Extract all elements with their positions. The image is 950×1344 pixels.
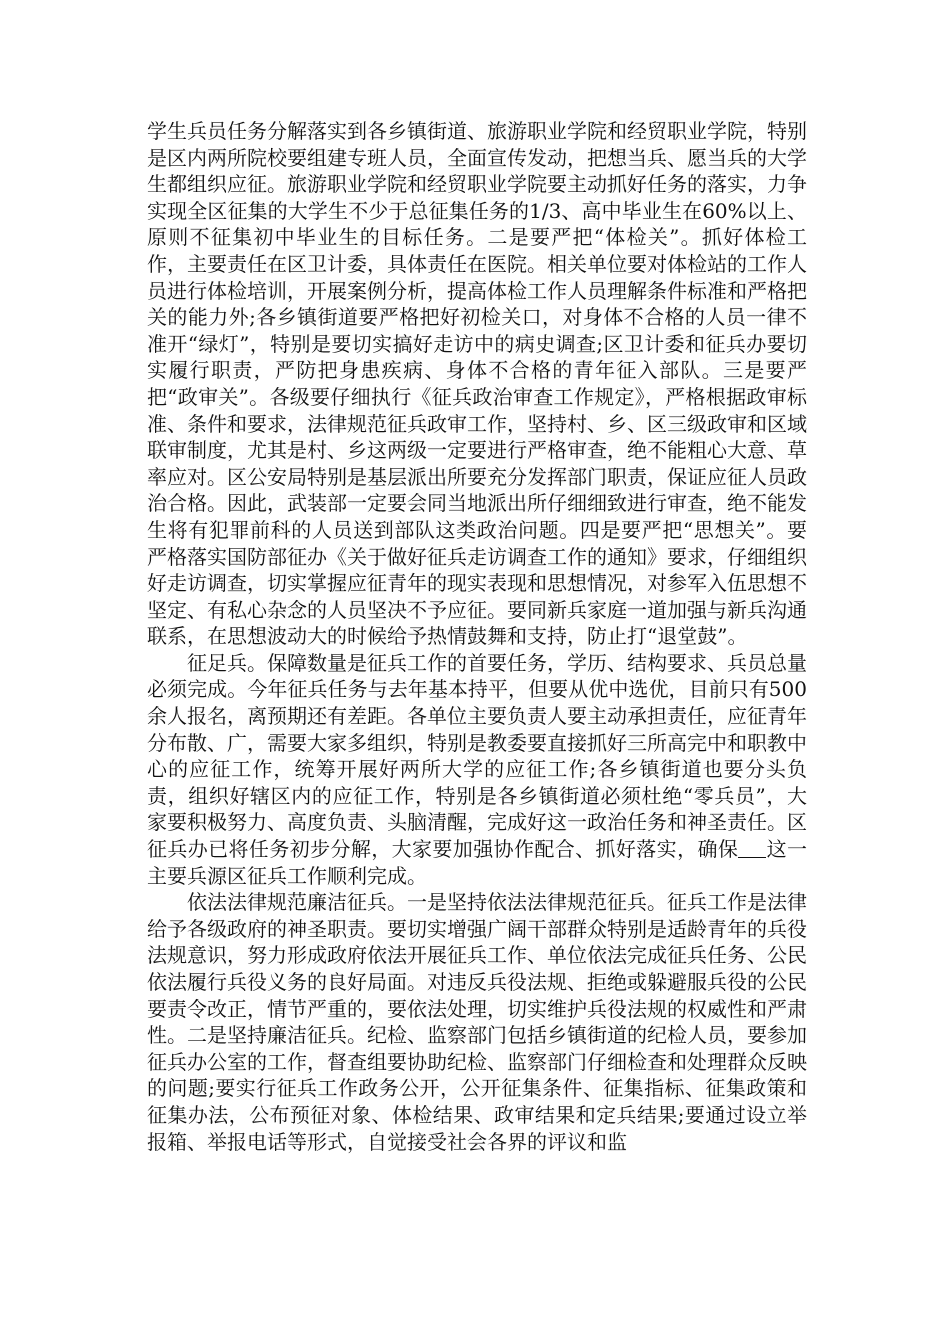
paragraph-2-text-before-blank: 征足兵。保障数量是征兵工作的首要任务，学历、结构要求、兵员总量必须完成。今年征兵任务与去年基本持平，但要从优中选优，目前只有500余人报名，离预期还有差距。各单位主要负责人要主动承担责任，应征青年分布散、广，需要大家多组织，特别是教委要直接抓好三所高完中和职教中心的应征工作，统筹开展好两所大学的应征工作;各乡镇街道也要分头负责，组织好辖区内的应征工作，特别是各乡镇街道必须杜绝“零兵员”，大家要积极努力、高度负责、头脑清醒，完成好这一政治任务和神圣责任。区征兵办已将任务初步分解，大家要加强协作配合、抓好落实，确保 bbox=[147, 650, 807, 862]
fill-in-blank bbox=[738, 837, 766, 858]
paragraph-3: 依法法律规范廉洁征兵。一是坚持依法法律规范征兵。征兵工作是法律给予各级政府的神圣职责。要切实增强广阔干部群众特别是适龄青年的兵役法规意识，努力形成政府依法开展征兵工作、单位依法完成征兵任务、公民依法履行兵役义务的良好局面。对违反兵役法规、拒绝或躲避服兵役的公民要责令改正，情节严重的，要依法处理，切实维护兵役法规的权威性和严肃性。二是坚持廉洁征兵。纪检、监察部门包括乡镇街道的纪检人员，要参加征兵办公室的工作，督查组要协助纪检、监察部门仔细检查和处理群众反映的问题;要实行征兵工作政务公开，公开征集条件、征集指标、征集政策和征集办法，公布预征对象、体检结果、政审结果和定兵结果;要通过设立举报箱、举报电话等形式，自觉接受社会各界的评议和监 bbox=[147, 890, 807, 1154]
paragraph-2-text-after-blank: 这一主要兵源区征兵工作顺利完成。 bbox=[147, 837, 808, 888]
paragraph-2 bbox=[147, 650, 807, 889]
document-body bbox=[147, 118, 807, 1155]
paragraph-1: 学生兵员任务分解落实到各乡镇街道、旅游职业学院和经贸职业学院，特别是区内两所院校要组建专班人员，全面宣传发动，把想当兵、愿当兵的大学生都组织应征。旅游职业学院和经贸职业学院要主动抓好任务的落实，力争实现全区征集的大学生不少于总征集任务的1/3、高中毕业生在60%以上、原则不征集初中毕业生的目标任务。二是要严把“体检关”。抓好体检工作，主要责任在区卫计委，具体责任在医院。相关单位要对体检站的工作人员进行体检培训，开展案例分析，提高体检工作人员理解条件标准和严格把关的能力外;各乡镇街道要严格把好初检关口，对身体不合格的人员一律不准开“绿灯”，特别是要切实搞好走访中的病史调查;区卫计委和征兵办要切实履行职责，严防把身患疾病、身体不合格的青年征入部队。三是要严把“政审关”。各级要仔细执行《征兵政治审查工作规定》，严格根据政审标准、条件和要求，法律规范征兵政审工作，坚持村、乡、区三级政审和区域联审制度，尤其是村、乡这两级一定要进行严格审查，绝不能粗心大意、草率应对。区公安局特别是基层派出所要充分发挥部门职责，保证应征人员政治合格。因此，武装部一定要会同当地派出所仔细细致进行审查，绝不能发生将有犯罪前科的人员送到部队这类政治问题。四是要严把“思想关”。要严格落实国防部征办《关于做好征兵走访调查工作的通知》要求，仔细组织好走访调查，切实掌握应征青年的现实表现和思想情况，对参军入伍思想不坚定、有私心杂念的人员坚决不予应征。要同新兵家庭一道加强与新兵沟通联系，在思想波动大的时候给予热情鼓舞和支持，防止打“退堂鼓”。 bbox=[147, 119, 807, 649]
